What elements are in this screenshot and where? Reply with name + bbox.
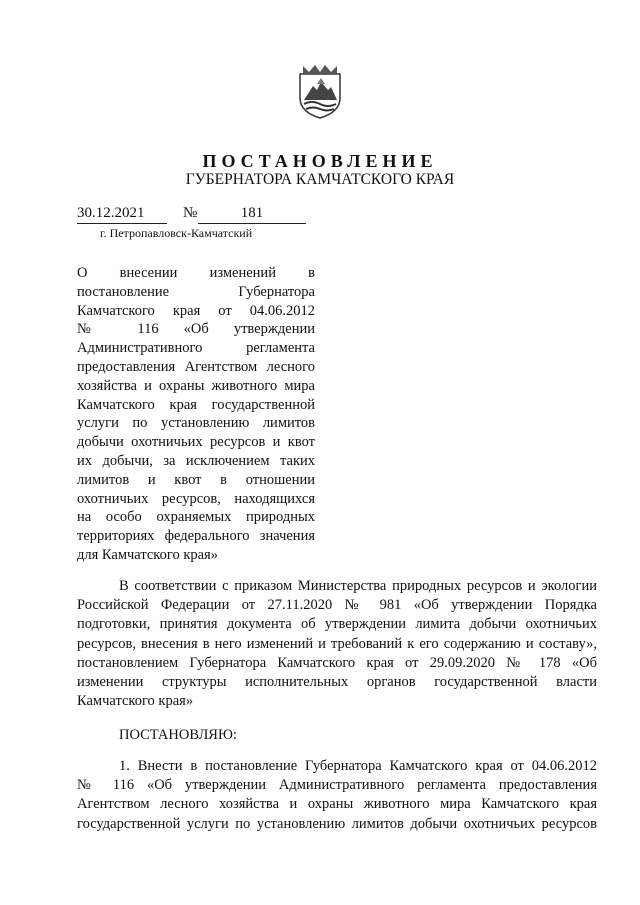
subject-line: Камчатского края государственной xyxy=(77,396,315,413)
subject-line: Камчатского края от 04.06.2012 xyxy=(77,302,315,319)
preamble-paragraph xyxy=(77,577,597,711)
subject-line: добычи охотничьих ресурсов и квот xyxy=(77,434,315,451)
item-1-line: Агентством лесного хозяйства и охраны животного мира Камчатского края xyxy=(77,796,597,813)
item-1-paragraph xyxy=(77,757,597,834)
preamble-line: Камчатского края» xyxy=(77,693,194,710)
preamble-line: В соответствии с приказом Министерства природных ресурсов и экологии xyxy=(119,578,597,594)
subject-line: охотничьих ресурсов, находящихся xyxy=(77,490,315,507)
document-city: г. Петропавловск-Камчатский xyxy=(100,226,253,240)
decree-word xyxy=(77,726,597,745)
preamble-line: изменении структуры исполнительных органов государственной власти xyxy=(77,674,597,691)
number-sign: № xyxy=(183,205,198,221)
subject-line: для Камчатского края» xyxy=(77,546,218,563)
document-subtitle: ГУБЕРНАТОРА КАМЧАТСКОГО КРАЯ xyxy=(185,171,455,188)
document-date: 30.12.2021 xyxy=(77,203,167,224)
document-number: 181 xyxy=(198,203,306,224)
subject-line: лимитов и квот в отношении xyxy=(77,471,315,488)
document-title: ПОСТАНОВЛЕНИЕ xyxy=(202,151,438,171)
subject-line: хозяйства и охраны животного мира xyxy=(77,377,315,394)
item-1-line: государственной услуги по установлению лимитов добычи охотничьих ресурсов xyxy=(77,815,597,832)
subject-line: их добычи, за исключением таких xyxy=(77,452,315,469)
subject-line: услуги по установлению лимитов xyxy=(77,415,315,432)
document-subject xyxy=(77,264,315,565)
item-1-line: № 116 «Об утверждении Административного регламента предоставления xyxy=(77,777,597,794)
subject-line: О внесении изменений в xyxy=(77,265,315,281)
subject-line: на особо охраняемых природных xyxy=(77,509,315,526)
decree-word-text: ПОСТАНОВЛЯЮ: xyxy=(119,727,237,743)
kamchatka-coat-of-arms-icon xyxy=(295,60,345,120)
subject-line: постановление Губернатора xyxy=(77,283,315,300)
preamble-line: ресурсов, внесения в него изменений и требований к его содержанию и составу», xyxy=(77,635,597,652)
subject-line: территориях федерального значения xyxy=(77,528,315,545)
subject-line: Административного регламента xyxy=(77,340,315,357)
item-1-line: 1. Внести в постановление Губернатора Камчатского края от 04.06.2012 xyxy=(119,758,597,774)
subject-line: предоставления Агентством лесного xyxy=(77,358,315,375)
preamble-line: подготовки, принятия документа об утверждении лимита добычи охотничьих xyxy=(77,616,597,633)
preamble-line: Российской Федерации от 27.11.2020 № 981 «Об утверждении Порядка xyxy=(77,597,597,614)
subject-line: № 116 «Об утверждении xyxy=(77,321,315,338)
preamble-line: постановлением Губернатора Камчатского края от 29.09.2020 № 178 «Об xyxy=(77,654,597,671)
